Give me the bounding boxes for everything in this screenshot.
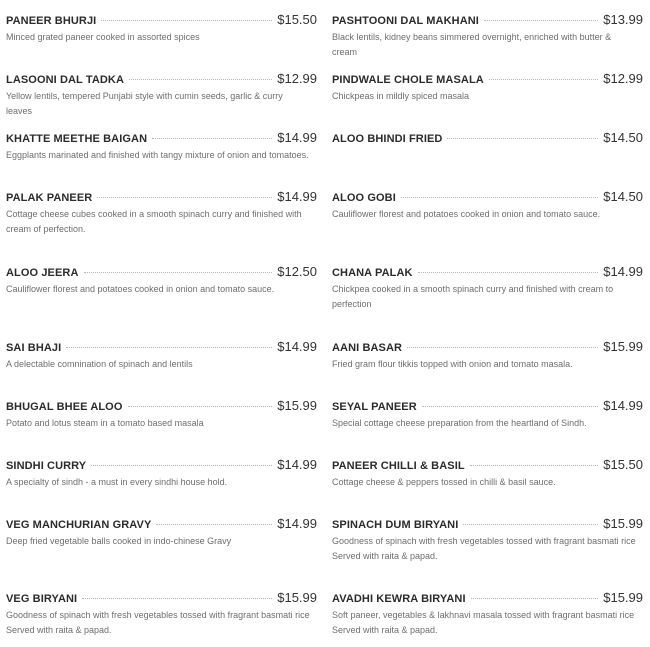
dotted-leader <box>101 20 272 21</box>
dish-name: ALOO GOBI <box>332 192 396 204</box>
dish-name: PINDWALE CHOLE MASALA <box>332 74 484 86</box>
dotted-leader <box>418 272 599 273</box>
dish-description: Eggplants marinated and finished with tangy mixture of onion and tomatoes. <box>6 150 309 160</box>
dish-price: $14.99 <box>277 339 317 354</box>
menu-item <box>332 189 643 222</box>
dish-name: PALAK PANEER <box>6 192 93 204</box>
dish-name: PASHTOONI DAL MAKHANI <box>332 15 479 27</box>
menu-item-header <box>332 130 643 146</box>
menu-item-header <box>332 264 643 280</box>
dish-name: SINDHI CURRY <box>6 460 87 472</box>
dish-price: $15.99 <box>603 516 643 531</box>
dish-name: KHATTE MEETHE BAIGAN <box>6 133 148 145</box>
menu-item <box>6 590 317 638</box>
dotted-leader <box>484 20 598 21</box>
dotted-leader <box>401 197 598 198</box>
menu-item-header <box>6 12 317 28</box>
menu-item <box>6 130 317 163</box>
dish-name: VEG MANCHURIAN GRAVY <box>6 519 152 531</box>
dish-name: SAI BHAJI <box>6 342 62 354</box>
menu-item-header <box>332 189 643 205</box>
menu-item <box>6 339 317 372</box>
dish-description: Potato and lotus steam in a tomato based masala <box>6 418 204 428</box>
dish-name: CHANA PALAK <box>332 267 413 279</box>
dish-price: $14.50 <box>603 130 643 145</box>
dotted-leader <box>84 272 273 273</box>
menu-item <box>6 189 317 237</box>
dish-price: $15.99 <box>603 590 643 605</box>
dotted-leader <box>156 524 272 525</box>
menu-item <box>332 264 643 312</box>
dish-description: Chickpea cooked in a smooth spinach curry and finished with cream to perfection <box>332 284 614 309</box>
dish-price: $14.99 <box>603 398 643 413</box>
dish-description: Cottage cheese cubes cooked in a smooth spinach curry and finished with cream of perfection. <box>6 209 302 234</box>
menu-item-header <box>6 264 317 280</box>
menu-item-header <box>6 398 317 414</box>
dish-name: PANEER CHILLI & BASIL <box>332 460 465 472</box>
menu-item-header <box>6 339 317 355</box>
menu-item-header <box>6 71 317 87</box>
dish-price: $14.99 <box>277 130 317 145</box>
dotted-leader <box>447 138 598 139</box>
dish-price: $14.99 <box>603 264 643 279</box>
dish-description: Cauliflower florest and potatoes cooked in onion and tomato sauce. <box>6 284 275 294</box>
menu-item-header <box>332 457 643 473</box>
dish-price: $15.99 <box>277 398 317 413</box>
dish-price: $13.99 <box>603 12 643 27</box>
dish-price: $12.50 <box>277 264 317 279</box>
dotted-leader <box>463 524 598 525</box>
dish-description: Chickpeas in mildly spiced masala <box>332 91 470 101</box>
dish-price: $14.50 <box>603 189 643 204</box>
dotted-leader <box>66 347 272 348</box>
dish-description: Fried gram flour tikkis topped with onion and tomato masala. <box>332 359 573 369</box>
dish-name: AANI BASAR <box>332 342 403 354</box>
menu-item <box>6 398 317 431</box>
dish-description: Deep fried vegetable balls cooked in indo-chinese Gravy <box>6 536 232 546</box>
dish-description: Cauliflower florest and potatoes cooked in onion and tomato sauce. <box>332 209 601 219</box>
menu-item-header <box>332 516 643 532</box>
dotted-leader <box>422 406 598 407</box>
dotted-leader <box>152 138 272 139</box>
dish-price: $15.50 <box>277 12 317 27</box>
menu-item <box>6 12 317 45</box>
dish-price: $15.99 <box>603 339 643 354</box>
dotted-leader <box>129 79 272 80</box>
dotted-leader <box>128 406 273 407</box>
menu-item <box>332 516 643 564</box>
menu-item <box>332 457 643 490</box>
dish-description: A delectable comnination of spinach and lentils <box>6 359 193 369</box>
menu-item-header <box>6 516 317 532</box>
menu-item-header <box>332 71 643 87</box>
dish-price: $14.99 <box>277 516 317 531</box>
dish-price: $14.99 <box>277 189 317 204</box>
dish-description: Special cottage cheese preparation from the heartland of Sindh. <box>332 418 587 428</box>
dish-price: $12.99 <box>277 71 317 86</box>
dish-description: Goodness of spinach with fresh vegetables tossed with fragrant basmati rice Served with raita & papad. <box>6 610 310 635</box>
dish-price: $15.99 <box>277 590 317 605</box>
dish-name: ALOO BHINDI FRIED <box>332 133 443 145</box>
menu-item <box>6 516 317 549</box>
dotted-leader <box>97 197 272 198</box>
menu-item <box>332 398 643 431</box>
menu-item-header <box>332 398 643 414</box>
menu-item <box>332 130 643 148</box>
dotted-leader <box>471 598 599 599</box>
dish-name: ALOO JEERA <box>6 267 79 279</box>
dish-description: Cottage cheese & peppers tossed in chilli & basil sauce. <box>332 477 556 487</box>
dish-name: BHUGAL BHEE ALOO <box>6 401 123 413</box>
dish-name: VEG BIRYANI <box>6 593 78 605</box>
dotted-leader <box>82 598 272 599</box>
menu-item <box>332 12 643 60</box>
dish-price: $15.50 <box>603 457 643 472</box>
dish-price: $12.99 <box>603 71 643 86</box>
dish-name: SPINACH DUM BIRYANI <box>332 519 459 531</box>
menu-item <box>332 590 643 638</box>
dish-price: $14.99 <box>277 457 317 472</box>
dish-description: A specialty of sindh - a must in every sindhi house hold. <box>6 477 228 487</box>
menu-item-header <box>6 189 317 205</box>
menu-item-header <box>6 130 317 146</box>
dish-name: PANEER BHURJI <box>6 15 97 27</box>
dish-description: Minced grated paneer cooked in assorted spices <box>6 32 200 42</box>
menu-item-header <box>332 590 643 606</box>
menu-item <box>6 457 317 490</box>
menu-item-header <box>332 12 643 28</box>
menu-item <box>6 71 317 119</box>
menu-item-header <box>6 457 317 473</box>
menu-item-header <box>332 339 643 355</box>
menu-item <box>332 71 643 104</box>
dish-description: Goodness of spinach with fresh vegetables tossed with fragrant basmati rice Served with raita & papad. <box>332 536 636 561</box>
dish-description: Yellow lentils, tempered Punjabi style with cumin seeds, garlic & curry leaves <box>6 91 283 116</box>
dotted-leader <box>91 465 272 466</box>
dish-description: Soft paneer, vegetables & lakhnavi masala tossed with fragrant basmati rice Served with raita & papad. <box>332 610 635 635</box>
dotted-leader <box>489 79 598 80</box>
dotted-leader <box>470 465 599 466</box>
menu-item-header <box>6 590 317 606</box>
dish-name: AVADHI KEWRA BIRYANI <box>332 593 466 605</box>
dotted-leader <box>407 347 598 348</box>
menu-item <box>332 339 643 372</box>
dish-description: Black lentils, kidney beans simmered overnight, enriched with butter & cream <box>332 32 612 57</box>
dish-name: SEYAL PANEER <box>332 401 417 413</box>
dish-name: LASOONI DAL TADKA <box>6 74 125 86</box>
menu-item <box>6 264 317 297</box>
